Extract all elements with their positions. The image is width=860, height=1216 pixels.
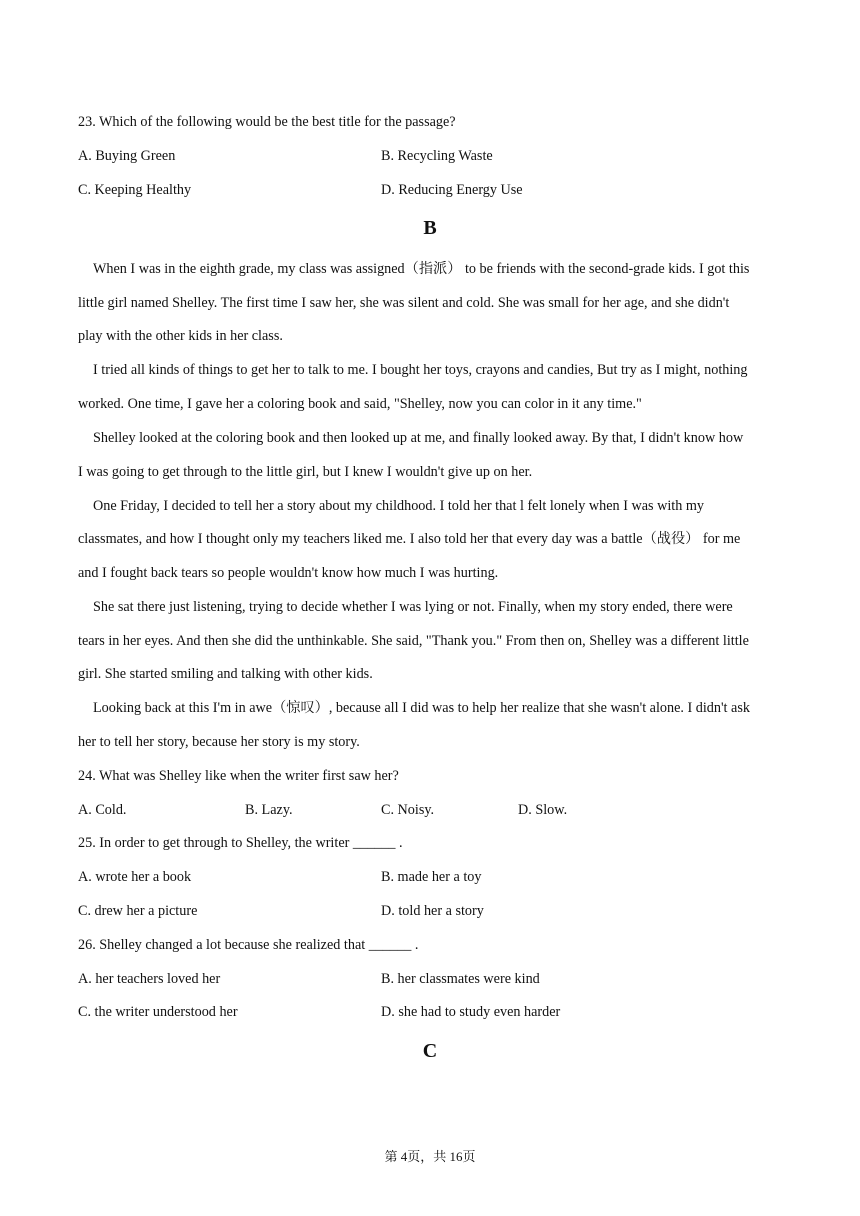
question-26-option-d: D. she had to study even harder bbox=[381, 1004, 561, 1020]
question-23-option-a: A. Buying Green bbox=[78, 148, 176, 164]
section-c-heading: C bbox=[422, 1040, 438, 1062]
question-23-option-c: C. Keeping Healthy bbox=[78, 182, 192, 198]
question-26-option-c: C. the writer understood her bbox=[78, 1004, 238, 1020]
question-23-stem: 23. Which of the following would be the best title for the passage? bbox=[78, 114, 456, 130]
question-25-option-b: B. made her a toy bbox=[381, 869, 482, 885]
passage-line: I was going to get through to the little girl, but I knew I wouldn't give up on her. bbox=[78, 464, 533, 480]
passage-line: Shelley looked at the coloring book and then looked up at me, and finally looked away. By that, I didn't know how bbox=[93, 430, 744, 446]
passage-line: I tried all kinds of things to get her to talk to me. I bought her toys, crayons and candies, But try as I might, nothing bbox=[93, 362, 748, 378]
question-23-option-b: B. Recycling Waste bbox=[381, 148, 493, 164]
question-24-option-a: A. Cold. bbox=[78, 802, 127, 818]
page-number-footer: 第 4页，共 16页 bbox=[384, 1149, 476, 1164]
passage-line: She sat there just listening, trying to decide whether I was lying or not. Finally, when my story ended, there were bbox=[93, 599, 733, 615]
question-26-option-a: A. her teachers loved her bbox=[78, 971, 221, 987]
question-25-option-d: D. told her a story bbox=[381, 903, 484, 919]
section-b-heading: B bbox=[423, 217, 437, 239]
question-25-option-a: A. wrote her a book bbox=[78, 869, 192, 885]
question-25-option-c: C. drew her a picture bbox=[78, 903, 198, 919]
passage-line: play with the other kids in her class. bbox=[78, 328, 283, 344]
question-23-option-d: D. Reducing Energy Use bbox=[381, 182, 523, 198]
question-24-stem: 24. What was Shelley like when the writer first saw her? bbox=[78, 768, 399, 784]
question-24-option-b: B. Lazy. bbox=[245, 802, 293, 818]
question-25-stem: 25. In order to get through to Shelley, the writer ______ . bbox=[78, 835, 403, 851]
question-24-option-c: C. Noisy. bbox=[381, 802, 435, 818]
passage-line: worked. One time, I gave her a coloring book and said, "Shelley, now you can color in it any time." bbox=[78, 396, 642, 412]
passage-line: classmates, and how I thought only my teachers liked me. I also told her that every day was a battle（战役） for me bbox=[78, 531, 741, 547]
question-26-stem: 26. Shelley changed a lot because she realized that ______ . bbox=[78, 937, 419, 953]
question-26-option-b: B. her classmates were kind bbox=[381, 971, 540, 987]
passage-line: tears in her eyes. And then she did the unthinkable. She said, "Thank you." From then on, Shelley was a different little bbox=[78, 633, 749, 649]
passage-line: One Friday, I decided to tell her a story about my childhood. I told her that l felt lonely when I was with my bbox=[93, 498, 704, 514]
passage-line: Looking back at this I'm in awe（惊叹）, because all I did was to help her realize that she wasn't alone. I didn't ask bbox=[93, 700, 750, 716]
passage-line: her to tell her story, because her story is my story. bbox=[78, 734, 360, 750]
passage-line: When I was in the eighth grade, my class was assigned（指派） to be friends with the second-grade kids. I got this bbox=[93, 261, 750, 277]
passage-line: girl. She started smiling and talking with other kids. bbox=[78, 666, 373, 682]
question-24-option-d: D. Slow. bbox=[518, 802, 568, 818]
passage-line: little girl named Shelley. The first time I saw her, she was silent and cold. She was small for her age, and she didn't bbox=[78, 295, 730, 311]
passage-line: and I fought back tears so people wouldn't know how much I was hurting. bbox=[78, 565, 499, 581]
